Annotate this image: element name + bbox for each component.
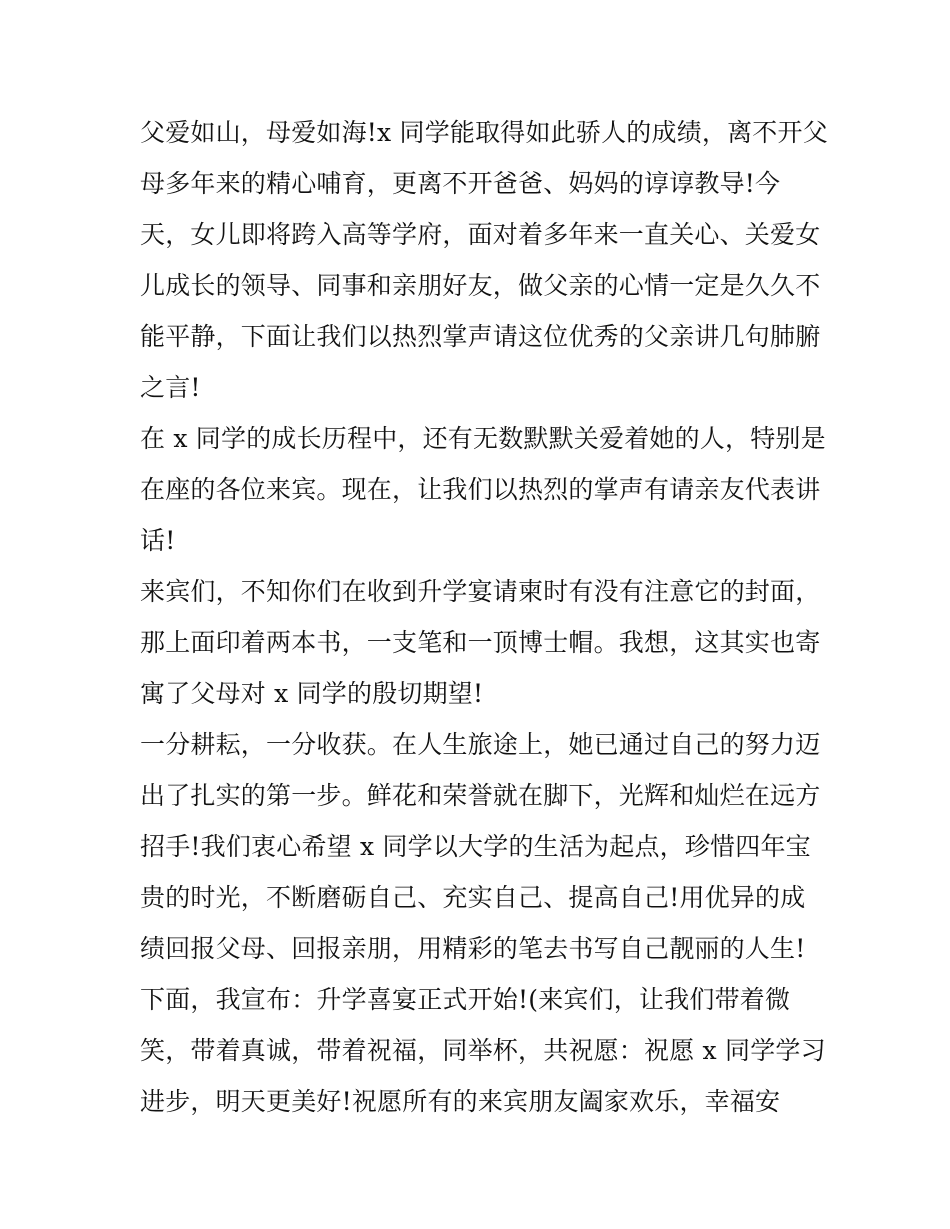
text-line: 儿成长的领导、同事和亲朋好友，做父亲的心情一定是久久不 — [140, 271, 821, 300]
text-line: 下面，我宣布：升学喜宴正式开始!(来宾们，让我们带着微 — [140, 985, 791, 1014]
text-line: 进步，明天更美好!祝愿所有的来宾朋友阖家欢乐，幸福安 — [140, 1087, 781, 1116]
text-line: 父爱如山，母爱如海!x 同学能取得如此骄人的成绩，离不开父 — [140, 118, 828, 147]
text-line: 那上面印着两本书，一支笔和一顶博士帽。我想，这其实也寄 — [140, 628, 821, 657]
text-line: 母多年来的精心哺育，更离不开爸爸、妈妈的谆谆教导!今 — [140, 169, 781, 198]
document-body — [140, 107, 828, 1127]
text-line: 贵的时光，不断磨砺自己、充实自己、提高自己!用优异的成 — [140, 883, 806, 912]
text-line: 在 x 同学的成长历程中，还有无数默默关爱着她的人，特别是 — [140, 424, 826, 453]
text-line: 出了扎实的第一步。鲜花和荣誉就在脚下，光辉和灿烂在远方 — [140, 781, 821, 810]
text-line: 招手!我们衷心希望 x 同学以大学的生活为起点，珍惜四年宝 — [140, 832, 811, 861]
text-line: 寓了父母对 x 同学的殷切期望! — [140, 679, 484, 708]
text-line: 一分耕耘，一分收获。在人生旅途上，她已通过自己的努力迈 — [140, 730, 821, 759]
text-line: 来宾们，不知你们在收到升学宴请柬时有没有注意它的封面， — [140, 577, 821, 606]
text-line: 在座的各位来宾。现在，让我们以热烈的掌声有请亲友代表讲 — [140, 475, 821, 504]
text-line: 能平静，下面让我们以热烈掌声请这位优秀的父亲讲几句肺腑 — [140, 322, 821, 351]
text-line: 笑，带着真诚，带着祝福，同举杯，共祝愿：祝愿 x 同学学习 — [140, 1036, 826, 1065]
text-line: 话! — [140, 526, 176, 555]
text-line: 绩回报父母、回报亲朋，用精彩的笔去书写自己靓丽的人生! — [140, 934, 806, 963]
text-line: 之言! — [140, 373, 201, 402]
text-line: 天，女儿即将跨入高等学府，面对着多年来一直关心、关爱女 — [140, 220, 821, 249]
